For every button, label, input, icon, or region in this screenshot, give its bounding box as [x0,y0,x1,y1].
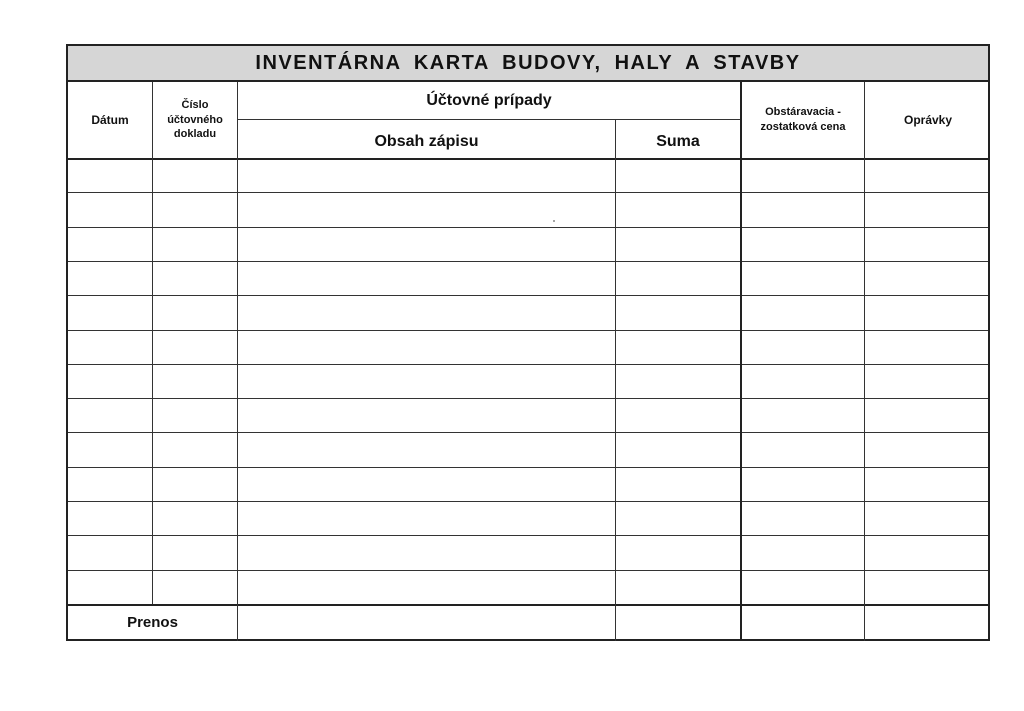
row-line [68,398,988,399]
col-line-suma [740,82,742,641]
inventory-card-form [66,44,990,641]
header-suma: Suma [656,133,700,151]
col-line-datum [152,82,153,604]
row-line [68,261,988,262]
form-title: INVENTÁRNA KARTA BUDOVY, HALY A STAVBY [68,46,988,82]
col-line-doklad [237,82,238,641]
row-line [68,295,988,296]
scan-speck [553,220,555,222]
row-line [68,227,988,228]
row-line [68,364,988,365]
header-cislo-dokladu: Číslo účtovného dokladu [167,98,223,141]
subheader-line [237,119,740,120]
col-line-obstaravacia [864,82,865,641]
row-line [68,570,988,571]
footer-prenos-label: Prenos [127,613,178,631]
row-line [68,501,988,502]
row-line [68,192,988,193]
row-line [68,467,988,468]
header-uctovne-pripady: Účtovné prípady [426,92,552,110]
row-line [68,432,988,433]
header-obstaravacia-cena: Obstáravacia - zostatková cena [760,106,846,133]
header-obsah-zapisu: Obsah zápisu [374,133,479,151]
header-bottom-line [68,158,988,160]
header-datum: Dátum [91,112,129,127]
col-line-obsah [615,119,616,641]
header-opravky: Oprávky [903,112,953,127]
row-line [68,330,988,331]
footer-top-line [68,604,988,606]
row-line [68,535,988,536]
